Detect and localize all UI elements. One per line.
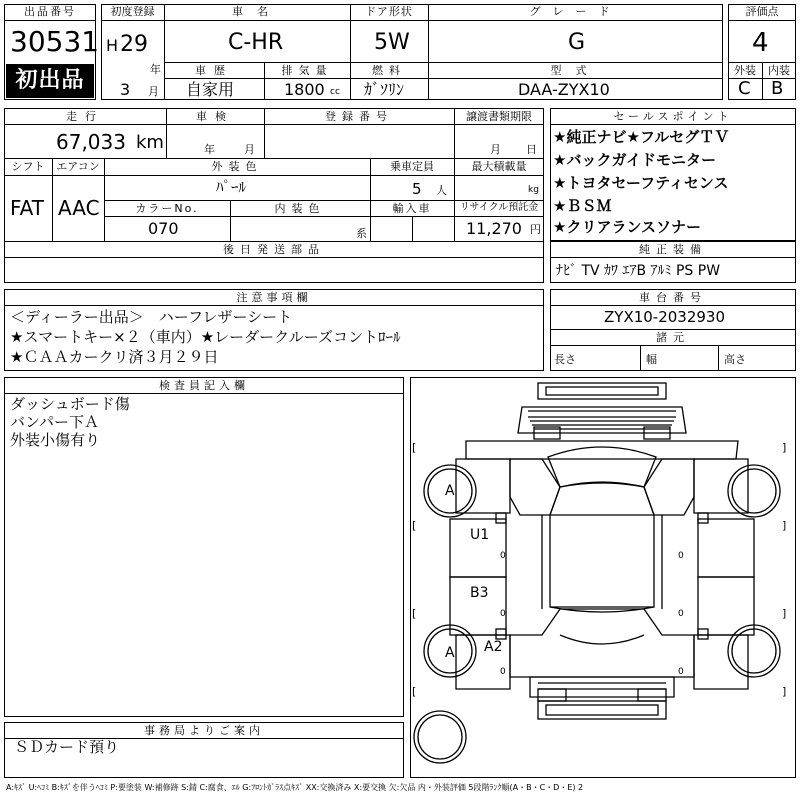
zero-3: 0	[500, 609, 506, 619]
score-label: 評価点	[745, 5, 779, 18]
bracket-bottom-left: [	[412, 685, 417, 698]
bracket-rear-right: ]	[782, 607, 787, 620]
mileage: 67,033	[56, 130, 126, 154]
fuel: ｶﾞｿﾘﾝ	[364, 80, 405, 99]
mark-front-door: U1	[470, 527, 490, 543]
history: 自家用	[186, 80, 235, 99]
history-label: 車歴	[195, 64, 233, 77]
bracket-mid-right: ]	[782, 519, 787, 532]
mileage-label: 走行	[66, 110, 104, 123]
model: DAA-ZYX10	[518, 80, 610, 99]
notes-line-2: ★スマートキー×２（車内）★レーダークルーズコントﾛｰﾙ	[10, 328, 401, 346]
inspection-label: 車検	[196, 110, 234, 123]
car-diagram	[410, 377, 796, 778]
recycle-unit: 円	[530, 223, 541, 236]
car-name-label: 車名	[232, 5, 282, 18]
first-reg-month: 3	[120, 80, 131, 99]
door-type: 5W	[374, 30, 410, 55]
sales-point-5: ★クリアランスソナー	[553, 218, 701, 236]
load-unit: kg	[528, 185, 539, 195]
mileage-unit: km	[136, 132, 164, 153]
legend: A:ｷｽﾞ U:ﾍｺﾐ B:ｷｽﾞを伴うﾍｺﾐ P:要塗装 W:補修跡 S:錆 C:腐食、ｴﾙ G:ﾌﾛﾝﾄｶﾞﾗｽ点ｷｽﾞ XX:交換済み X:要交換 欠:欠品 内・外装評価 5段階ﾗﾝｸ順(A・B・C・D・E) 2	[6, 783, 584, 792]
interior-label: 内装	[768, 64, 790, 77]
first-reg-year: 29	[120, 32, 148, 57]
color-no-label: カラーNo.	[135, 202, 199, 215]
grade-label: グレード	[529, 5, 622, 18]
year-unit: 年	[150, 63, 161, 76]
sales-points-label: セールスポイント	[613, 110, 733, 123]
reg-no-label: 登録番号	[325, 110, 393, 123]
exterior-grade: C	[738, 78, 751, 99]
first-reg-label: 初度登録	[110, 5, 155, 18]
import-label: 輸入車	[392, 202, 432, 215]
recycle: 11,270	[466, 219, 522, 238]
interior-color-label: 内装色	[274, 202, 326, 215]
load-label: 最大積載量	[471, 160, 527, 173]
sales-point-3: ★トヨタセーフティセンス	[553, 174, 729, 192]
equipment-label: 純正装備	[639, 243, 707, 256]
sales-point-1: ★純正ナビ★フルセグＴＶ	[553, 128, 730, 146]
zero-5: 0	[500, 667, 506, 677]
bracket-bottom-right: ]	[782, 685, 787, 698]
zero-6: 0	[678, 667, 684, 677]
color-no: 070	[148, 219, 179, 238]
transfer-label: 譲渡書類期限	[466, 110, 532, 123]
inspector-label: 検査員記入欄	[159, 379, 249, 392]
score: 4	[752, 28, 769, 58]
first-listing-badge: 初出品	[6, 64, 94, 98]
month-unit: 月	[148, 85, 159, 98]
era: H	[106, 36, 119, 55]
cc-unit: cc	[330, 87, 340, 97]
inspector-line-1: ダッシュボード傷	[10, 395, 130, 413]
exterior-color: ﾊﾟｰﾙ	[216, 178, 247, 196]
car-name: C-HR	[228, 30, 284, 55]
inspection-month-unit: 月	[244, 143, 255, 156]
door-label: ドア形状	[365, 5, 413, 18]
displacement-label: 排気量	[281, 64, 333, 77]
model-label: 型式	[550, 64, 601, 77]
shift-label: シフト	[11, 160, 45, 173]
color-label: 外装色	[211, 160, 263, 173]
ac: AAC	[58, 196, 100, 220]
notes-line-1: ＜ディーラー出品＞ ハーフレザーシート	[10, 308, 293, 326]
later-parts-label: 後日発送部品	[223, 243, 325, 256]
bracket-rear-left: [	[412, 607, 417, 620]
interior-grade: B	[771, 78, 784, 99]
height-label: 高さ	[724, 353, 746, 366]
notes-label: 注意事項欄	[236, 291, 312, 304]
bracket-front-right: ]	[782, 441, 787, 454]
recycle-label: リサイクル預託金	[459, 202, 539, 213]
zero-1: 0	[500, 551, 506, 561]
width-label: 幅	[646, 353, 657, 366]
office-value: ＳＤカード預り	[14, 738, 120, 756]
inspector-line-3: 外装小傷有り	[10, 431, 101, 449]
bracket-mid-left: [	[412, 519, 417, 532]
exterior-label: 外装	[734, 64, 756, 77]
grade: G	[568, 30, 586, 55]
inspector-line-2: バンパー下Ａ	[10, 413, 99, 431]
lot-number: 30531	[10, 25, 100, 58]
shift: FAT	[10, 196, 45, 220]
sales-point-4: ★ＢＳＭ	[553, 197, 612, 215]
inspection-year-unit: 年	[204, 143, 215, 156]
fuel-label: 燃料	[372, 64, 406, 77]
equipment-value: ﾅﾋﾞ TV ｶﾜ ｴｱB ｱﾙﾐ PS PW	[556, 263, 721, 279]
sales-point-2: ★バックガイドモニター	[553, 151, 716, 169]
zero-2: 0	[678, 551, 684, 561]
transfer-month-unit: 月	[490, 143, 501, 156]
mark-rear-fender: A2	[484, 639, 503, 655]
displacement: 1800	[284, 80, 325, 99]
mark-rear-left-wheel: A	[445, 645, 455, 661]
zero-4: 0	[678, 609, 684, 619]
chassis-number: ZYX10-2032930	[604, 308, 726, 326]
office-label: 事務局よりご案内	[144, 724, 264, 737]
ac-label: エアコン	[56, 160, 100, 173]
notes-line-3: ★ＣＡＡカークリ済３月２９日	[10, 348, 219, 366]
lot-label: 出品番号	[24, 5, 76, 18]
capacity-unit: 人	[436, 184, 447, 197]
specs-label: 諸元	[656, 331, 690, 344]
chassis-label: 車台番号	[639, 291, 707, 304]
mark-rear-door: B3	[470, 585, 489, 601]
transfer-day-unit: 日	[526, 143, 537, 156]
mark-front-left-wheel: A	[445, 483, 455, 499]
capacity-label: 乗車定員	[390, 160, 434, 173]
bracket-front-left: [	[412, 441, 417, 454]
capacity: 5	[412, 180, 422, 198]
interior-color-unit: 系	[356, 227, 367, 240]
length-label: 長さ	[554, 353, 576, 366]
